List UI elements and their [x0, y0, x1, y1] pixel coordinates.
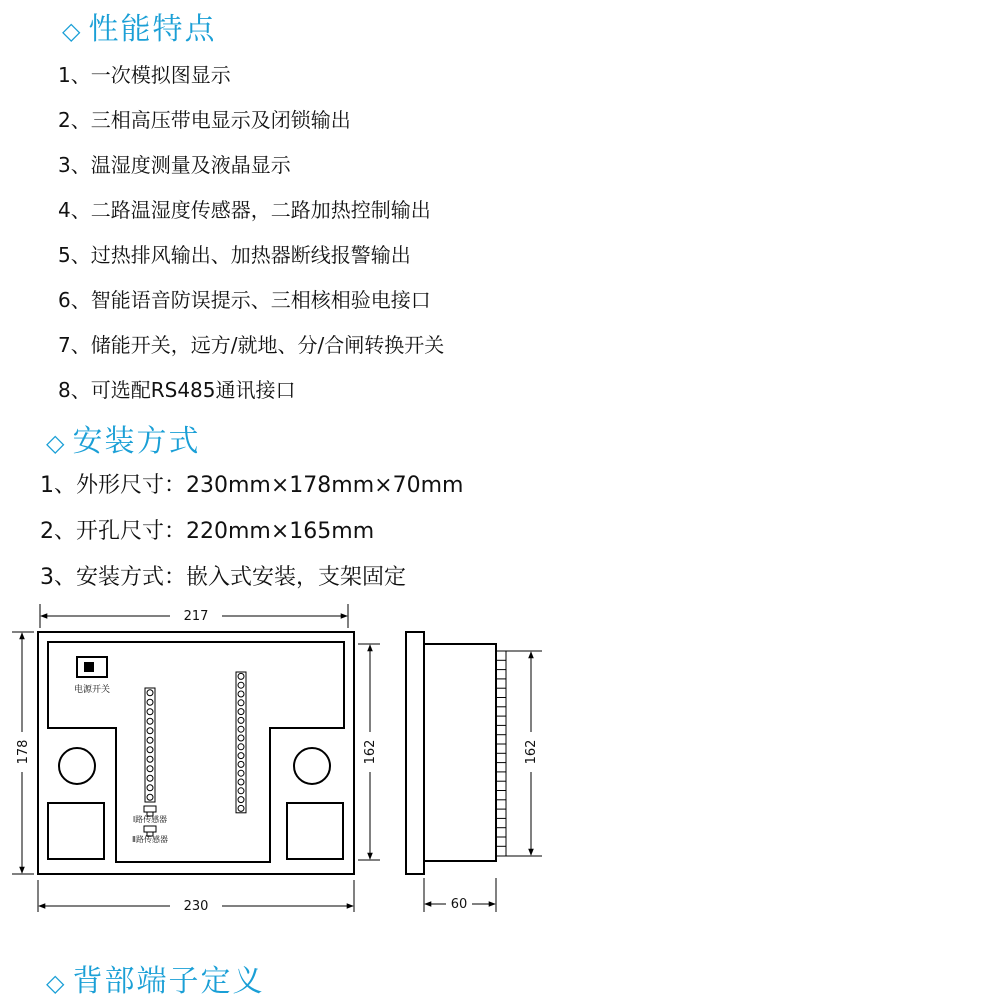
list-item: 5、过热排风输出、加热器断线报警输出	[58, 243, 411, 267]
terminal-screw	[147, 785, 153, 791]
terminal-screw	[147, 699, 153, 705]
sensor1-connector	[144, 806, 156, 812]
terminal-strip-body	[236, 672, 246, 813]
terminal-screw	[147, 728, 153, 734]
power-switch-rocker	[84, 662, 94, 672]
diamond-icon: ◇	[46, 429, 67, 457]
sensor1-label: Ⅰ路传感器	[132, 815, 168, 824]
left-square-cutout	[48, 803, 104, 859]
side-view-terminals	[496, 651, 506, 856]
terminal-strip-right	[236, 672, 246, 813]
terminal-screw	[238, 717, 244, 723]
right-square-cutout	[287, 803, 343, 859]
terminal-strip-left	[145, 688, 155, 802]
dim-side-height-label: 162	[524, 739, 539, 765]
list-item: 7、储能开关，远方/就地、分/合闸转换开关	[58, 333, 445, 357]
list-item: 2、开孔尺寸：220mm×165mm	[40, 519, 375, 544]
list-item: 6、智能语音防误提示、三相核相验电接口	[58, 288, 431, 312]
terminal-screw	[238, 805, 244, 811]
terminal-screw	[238, 788, 244, 794]
terminal-screw	[147, 709, 153, 715]
terminals-heading-title: 背部端子定义	[72, 964, 265, 999]
terminal-screw	[147, 775, 153, 781]
dim-side-depth-label: 60	[450, 897, 468, 912]
terminal-screw	[147, 690, 153, 696]
terminal-screw	[238, 691, 244, 697]
right-round-hole	[294, 748, 330, 784]
terminal-screw	[238, 761, 244, 767]
terminal-screw	[238, 744, 244, 750]
power-switch-label: 电源开关	[73, 685, 111, 695]
sensor2-connector	[144, 826, 156, 832]
features-heading	[62, 4, 216, 48]
terminal-screw	[147, 794, 153, 800]
terminal-screw	[238, 770, 244, 776]
dim-bottom-width-label: 230	[183, 899, 209, 914]
terminal-screw	[147, 747, 153, 753]
list-item: 4、二路温湿度传感器，二路加热控制输出	[58, 198, 431, 222]
list-item: 3、温湿度测量及液晶显示	[58, 153, 291, 177]
installation-heading-title: 安装方式	[72, 424, 201, 459]
terminals-heading	[46, 956, 264, 1000]
list-item: 1、外形尺寸：230mm×178mm×70mm	[40, 473, 464, 498]
terminal-screw	[238, 709, 244, 715]
terminal-screw	[238, 726, 244, 732]
diamond-icon: ◇	[62, 17, 83, 45]
dim-left-height-label: 178	[16, 739, 31, 765]
terminal-screw	[238, 779, 244, 785]
terminal-screw	[238, 673, 244, 679]
left-round-hole	[59, 748, 95, 784]
terminal-screw	[147, 756, 153, 762]
terminal-screw	[238, 797, 244, 803]
dim-right-height-label: 162	[363, 739, 378, 765]
installation-heading	[46, 416, 200, 460]
features-list	[58, 58, 444, 418]
terminal-screw	[238, 735, 244, 741]
terminal-screw	[238, 682, 244, 688]
terminal-screw	[147, 737, 153, 743]
dim-top-width-label: 217	[183, 609, 209, 624]
features-heading-title: 性能特点	[88, 12, 217, 47]
side-view-bezel	[406, 632, 424, 874]
list-item: 2、三相高压带电显示及闭锁输出	[58, 108, 351, 132]
side-view-body	[424, 644, 496, 861]
sensor2-label: Ⅱ路传感器	[132, 835, 168, 844]
list-item: 8、可选配RS485通讯接口	[58, 378, 296, 402]
list-item: 1、一次模拟图显示	[58, 63, 231, 87]
terminal-screw	[147, 718, 153, 724]
terminal-screw	[238, 753, 244, 759]
terminal-screw	[238, 700, 244, 706]
diamond-icon: ◇	[46, 969, 67, 997]
terminal-screw	[147, 766, 153, 772]
dimension-drawing	[0, 600, 1000, 920]
installation-list	[40, 468, 463, 606]
list-item: 3、安装方式：嵌入式安装，支架固定	[40, 565, 406, 590]
